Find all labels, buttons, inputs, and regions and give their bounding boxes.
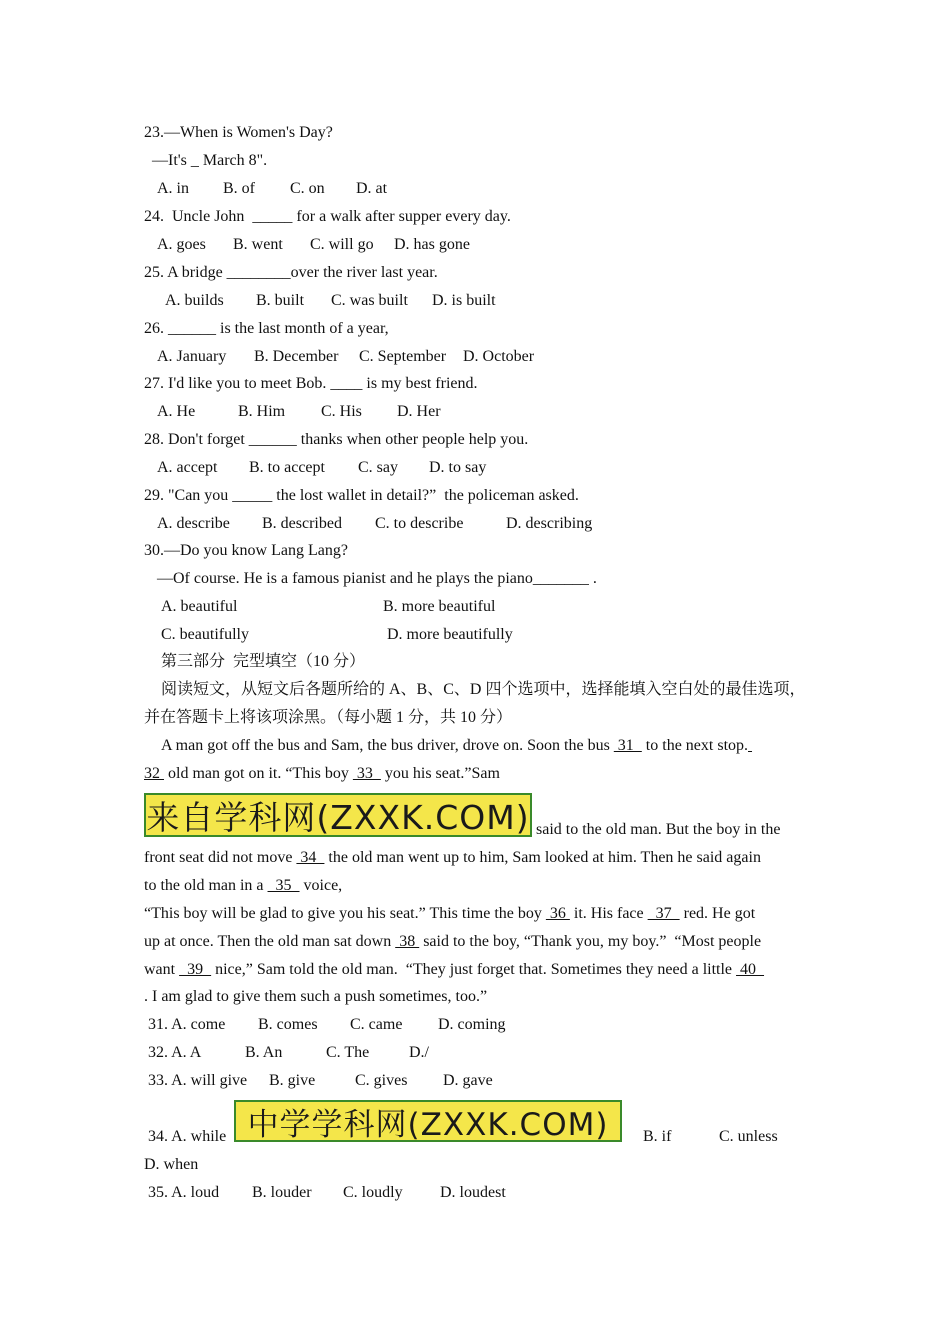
q24-option-c: C. will go: [310, 236, 374, 253]
q34-option-c: C. unless: [719, 1128, 778, 1145]
zxxk-watermark-logo: 来自学科网(ZXXK.COM): [144, 793, 532, 837]
q33-option-c: C. gives: [355, 1072, 408, 1089]
q28-stem: 28. Don't forget ______ thanks when other people help you.: [144, 431, 529, 448]
blank-34: 34: [296, 849, 325, 866]
section3-instructions-2: 并在答题卡上将该项涂黑。（每小题 1 分，共 10 分）: [144, 709, 513, 726]
blank-32: 32: [144, 765, 164, 782]
q30-stem: 30.—Do you know Lang Lang?: [144, 542, 348, 559]
q23-option-b: B. of: [223, 180, 255, 197]
q23-answer-line: —It's _ March 8".: [152, 152, 268, 169]
q24-option-b: B. went: [233, 236, 283, 253]
q25-option-a: A. builds: [165, 292, 224, 309]
q32-option-c: C. The: [326, 1044, 370, 1061]
q26-stem: 26. ______ is the last month of a year,: [144, 320, 389, 337]
q28-option-b: B. to accept: [249, 459, 325, 476]
q34-option-d: D. when: [144, 1156, 199, 1173]
q32-option-a: 32. A. A: [148, 1044, 202, 1061]
blank-31: 31: [613, 737, 642, 754]
passage-line-3: said to the old man. But the boy in the: [536, 821, 781, 838]
blank-40: 40: [736, 961, 765, 978]
passage-line-9: . I am glad to give them such a push sometimes, too.”: [144, 988, 488, 1005]
q29-option-b: B. described: [262, 515, 342, 532]
passage-line-7: up at once. Then the old man sat down 38 said to the boy, “Thank you, my boy.” “Most people: [144, 933, 762, 950]
q28-option-d: D. to say: [429, 459, 487, 476]
q26-option-a: A. January: [157, 348, 227, 365]
passage-line-1: A man got off the bus and Sam, the bus driver, drove on. Soon the bus 31 to the next stop.: [161, 737, 749, 754]
q23-option-c: C. on: [290, 180, 325, 197]
blank-36: 36: [545, 905, 570, 922]
q28-option-c: C. say: [358, 459, 398, 476]
q33-option-b: B. give: [269, 1072, 316, 1089]
q31-option-c: C. came: [350, 1016, 403, 1033]
q29-stem: 29. "Can you _____ the lost wallet in detail?” the policeman asked.: [144, 487, 579, 504]
q29-option-d: D. describing: [506, 515, 593, 532]
q24-option-a: A. goes: [157, 236, 206, 253]
q31-option-a: 31. A. come: [148, 1016, 226, 1033]
section3-title: 第三部分 完型填空（10 分）: [161, 653, 366, 670]
q29-option-c: C. to describe: [375, 515, 464, 532]
q27-stem: 27. I'd like you to meet Bob. ____ is my best friend.: [144, 375, 478, 392]
q31-option-d: D. coming: [438, 1016, 506, 1033]
q35-option-b: B. louder: [252, 1184, 312, 1201]
blank-38: 38: [395, 933, 420, 950]
q35-option-d: D. loudest: [440, 1184, 506, 1201]
q24-stem: 24. Uncle John _____ for a walk after supper every day.: [144, 208, 511, 225]
q30-option-a: A. beautiful: [161, 598, 238, 615]
passage-line-2: 32 old man got on it. “This boy 33 you his seat.”Sam: [144, 765, 500, 782]
q32-option-d: D./: [409, 1044, 429, 1061]
q27-option-a: A. He: [157, 403, 196, 420]
q35-option-a: 35. A. loud: [148, 1184, 220, 1201]
q26-option-d: D. October: [463, 348, 535, 365]
q33-option-d: D. gave: [443, 1072, 493, 1089]
q23-option-a: A. in: [157, 180, 189, 197]
q34-option-a: 34. A. while: [148, 1128, 227, 1145]
blank-37: 37: [647, 905, 680, 922]
passage-line-4: front seat did not move 34 the old man went up to him, Sam looked at him. Then he said again: [144, 849, 761, 866]
q25-option-c: C. was built: [331, 292, 408, 309]
q27-option-c: C. His: [321, 403, 362, 420]
passage-line-5: to the old man in a 35 voice,: [144, 877, 343, 894]
q29-option-a: A. describe: [157, 515, 230, 532]
q34-option-b: B. if: [643, 1128, 672, 1145]
q25-stem: 25. A bridge ________over the river last year.: [144, 264, 438, 281]
blank-39: 39: [179, 961, 212, 978]
q27-option-b: B. Him: [238, 403, 286, 420]
q30-answer-line: —Of course. He is a famous pianist and he plays the piano_______ .: [157, 570, 597, 587]
zxxk-watermark-logo-2: 中学学科网(ZXXK.COM): [234, 1100, 622, 1142]
blank-33: 33: [352, 765, 381, 782]
q24-option-d: D. has gone: [394, 236, 470, 253]
q33-option-a: 33. A. will give: [148, 1072, 248, 1089]
q26-option-c: C. September: [359, 348, 447, 365]
q31-option-b: B. comes: [258, 1016, 318, 1033]
q32-option-b: B. An: [245, 1044, 283, 1061]
passage-line-6: “This boy will be glad to give you his seat.” This time the boy 36 it. His face 37 red. He got: [144, 905, 756, 922]
q28-option-a: A. accept: [157, 459, 218, 476]
q25-option-d: D. is built: [432, 292, 496, 309]
blank-35: 35: [267, 877, 300, 894]
q23-option-d: D. at: [356, 180, 388, 197]
q27-option-d: D. Her: [397, 403, 441, 420]
q30-option-c: C. beautifully: [161, 626, 249, 643]
section3-instructions-1: 阅读短文，从短文后各题所给的 A、B、C、D 四个选项中，选择能填入空白处的最佳选项，: [161, 681, 806, 698]
q30-option-b: B. more beautiful: [383, 598, 496, 615]
q30-option-d: D. more beautifully: [387, 626, 513, 643]
q35-option-c: C. loudly: [343, 1184, 403, 1201]
q26-option-b: B. December: [254, 348, 339, 365]
q23-stem: 23.—When is Women's Day?: [144, 124, 333, 141]
passage-line-8: want 39 nice,” Sam told the old man. “They just forget that. Sometimes they need a little 40: [144, 961, 765, 978]
q25-option-b: B. built: [256, 292, 305, 309]
